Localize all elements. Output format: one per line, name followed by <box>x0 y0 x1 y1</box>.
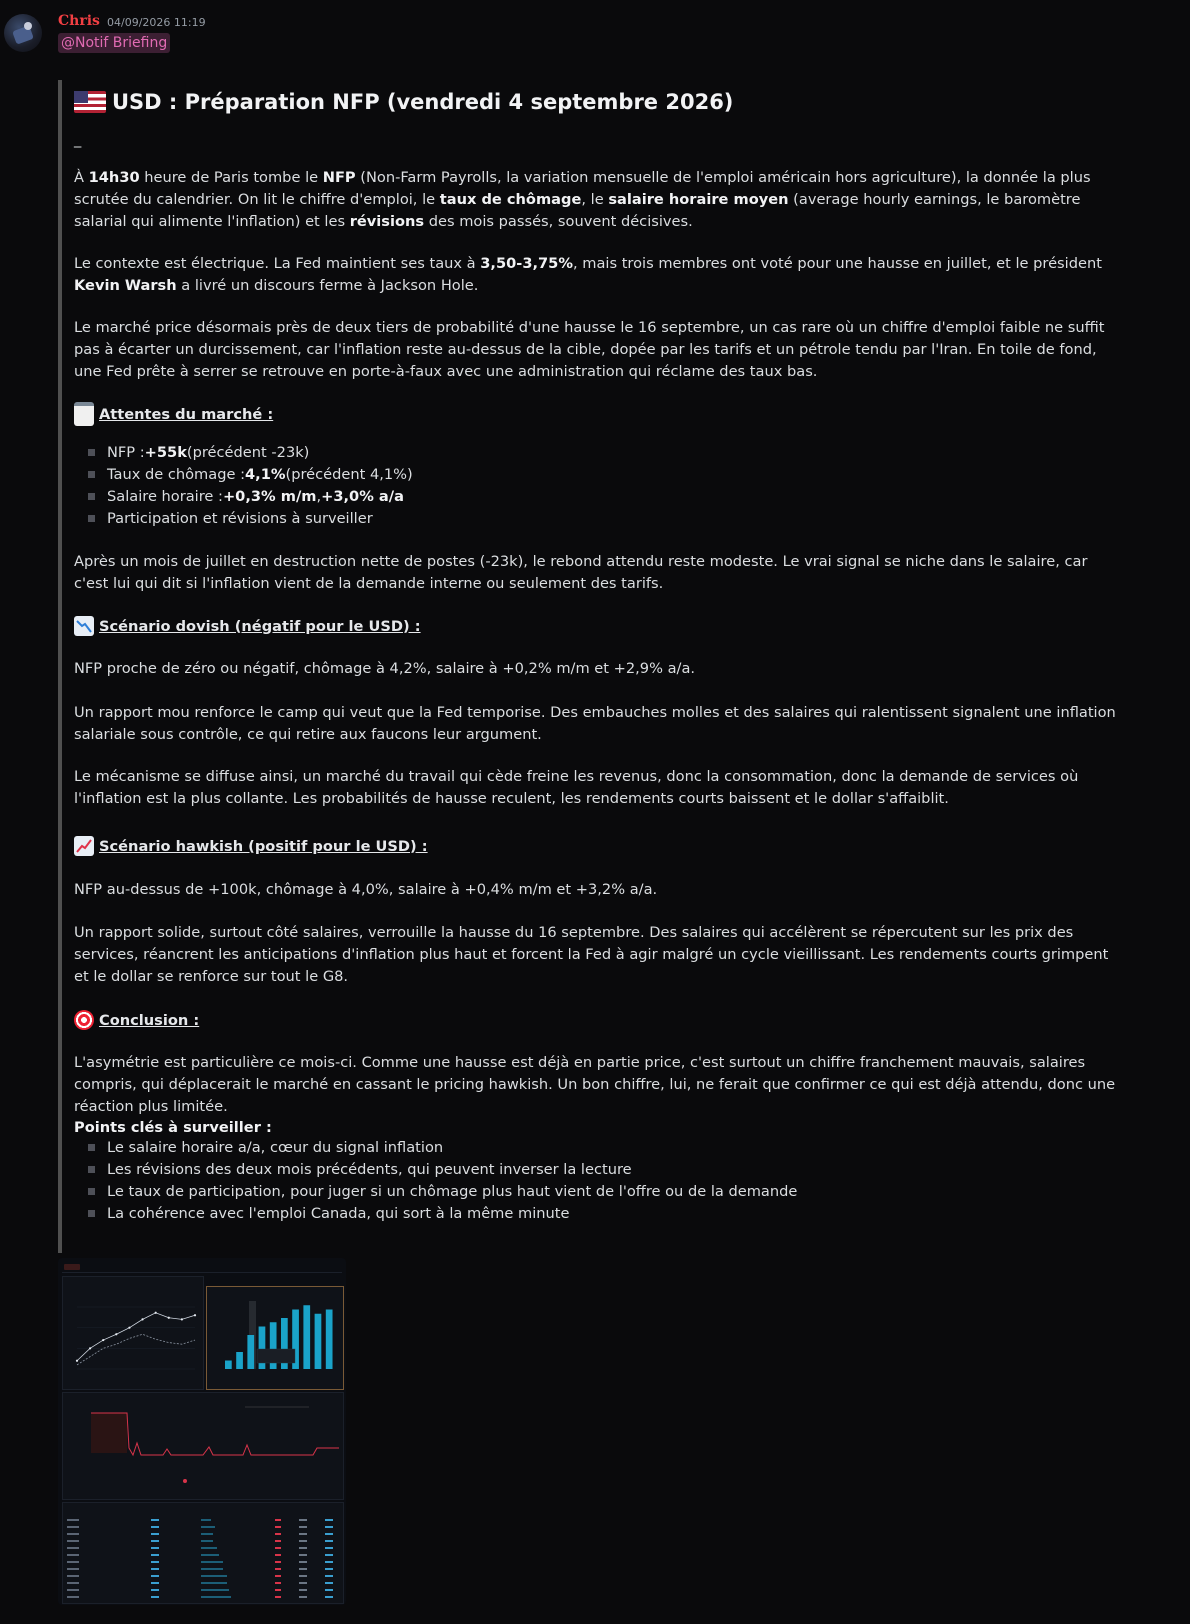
table-cell <box>299 1596 307 1598</box>
table-cell <box>67 1568 79 1570</box>
probability-table-rows <box>63 1503 343 1603</box>
table-cell <box>325 1554 333 1556</box>
after-paragraph: Après un mois de juillet en destruction nette de postes (-23k), le rebond attendu reste modeste. Le vrai signal se niche dans le salaire, car c'est lui qui dit si l'inflation vient de la demande interne ou seulement des tarifs. <box>74 553 1088 592</box>
table-cell <box>325 1533 333 1535</box>
intro-paragraph: À 14h30 heure de Paris tombe le NFP (Non-Farm Payrolls, la variation mensuelle de l'emploi américain hors agriculture), la donnée la plus scrutée du calendrier. On lit le chiffre d'emploi, le taux de chômage, le salaire horaire moyen (average hourly earnings, le baromètre salarial qui alimente l'inflation) et les révisions des mois passés, souvent décisives. <box>74 169 1091 230</box>
data-point <box>76 1360 78 1362</box>
dovish-paragraph-2: Un rapport mou renforce le camp qui veut que la Fed temporise. Des embauches molles et des salaires qui ralentissent signalent une inflation salariale sous contrôle, ce qui retire aux faucons leur argument. <box>74 704 1116 743</box>
hawkish-paragraph-2: Un rapport solide, surtout côté salaires, verrouille la hausse du 16 septembre. Des salaires qui accélèrent se répercutent sur les prix des services, réancrent les anticipations d'inflation plus haut et forcent la Fed à agir malgré un cycle vieillissant. Les rendements courts grimpent et le dollar se renforce sur tout le G8. <box>74 924 1109 985</box>
table-cell <box>67 1561 79 1563</box>
probability-bar <box>201 1527 215 1528</box>
probability-bar <box>201 1548 217 1549</box>
dovish-paragraph-3: Le mécanisme se diffuse ainsi, un marché du travail qui cède freine les revenus, donc la consommation, donc la demande de services où l'inflation est la plus collante. Les probabilités de hausse reculent, les rendements courts baissent et le dollar s'affaiblit. <box>74 768 1079 807</box>
expectations-heading: Attentes du marché : <box>74 402 273 426</box>
table-cell <box>275 1582 281 1584</box>
list-item: La cohérence avec l'emploi Canada, qui sort à la même minute <box>88 1205 570 1222</box>
direct-hit-icon <box>74 1010 94 1030</box>
list-item: Le taux de participation, pour juger si un chômage plus haut vient de l'offre ou de la demande <box>88 1183 797 1200</box>
avatar[interactable] <box>4 14 42 52</box>
list-item: Salaire horaire : +0,3% m/m , +3,0% a/a <box>88 488 404 505</box>
table-cell <box>299 1540 307 1542</box>
image-attachment[interactable] <box>58 1258 346 1605</box>
table-cell <box>151 1533 159 1535</box>
list-item: Participation et révisions à surveiller <box>88 510 373 527</box>
probability-bar <box>201 1569 223 1570</box>
table-cell <box>275 1519 281 1521</box>
author-name[interactable]: Chris <box>58 13 100 29</box>
table-cell <box>325 1596 333 1598</box>
chart-increasing-icon <box>74 836 94 856</box>
probability-bar <box>201 1555 219 1556</box>
bar <box>326 1310 333 1370</box>
keypoints-heading: Points clés à surveiller : <box>74 1119 272 1136</box>
table-cell <box>299 1589 307 1591</box>
table-cell <box>151 1575 159 1577</box>
data-point <box>115 1333 117 1335</box>
meeting-realtime-panel <box>62 1392 344 1500</box>
context-paragraph: Le contexte est électrique. La Fed maintient ses taux à 3,50-3,75%, mais trois membres ont voté pour une hausse en juillet, et le président Kevin Warsh a livré un discours ferme à Jackson Hole. <box>74 255 1102 294</box>
hawkish-heading: Scénario hawkish (positif pour le USD) : <box>74 836 428 856</box>
implied-points-panel <box>206 1286 344 1390</box>
table-cell <box>67 1589 79 1591</box>
table-cell <box>325 1540 333 1542</box>
series-line <box>77 1334 195 1365</box>
table-cell <box>325 1568 333 1570</box>
spiral-notepad-icon <box>74 402 94 426</box>
table-cell <box>151 1582 159 1584</box>
table-cell <box>151 1554 159 1556</box>
separator: _ <box>74 131 82 148</box>
tooltip <box>257 1349 295 1363</box>
table-cell <box>299 1568 307 1570</box>
bar <box>225 1361 232 1370</box>
list-item: Le salaire horaire a/a, cœur du signal inflation <box>88 1139 443 1156</box>
implied-rate-curve-chart <box>63 1277 203 1389</box>
table-cell <box>325 1526 333 1528</box>
rate-curve-panel <box>62 1276 204 1390</box>
embed-title-text: USD : Préparation NFP (vendredi 4 septembre 2026) <box>112 90 734 114</box>
conclusion-paragraph: L'asymétrie est particulière ce mois-ci. Comme une hausse est déjà en partie price, c'est surtout un chiffre franchement mauvais, salaires compris, qui déplacerait le marché en cassant le pricing hawkish. Un bon chiffre, lui, ne ferait que confirmer ce qui est déjà attendu, donc une réaction plus limitée. <box>74 1054 1116 1115</box>
table-cell <box>275 1568 281 1570</box>
table-cell <box>67 1596 79 1598</box>
table-cell <box>299 1547 307 1549</box>
table-cell <box>275 1554 281 1556</box>
table-cell <box>67 1582 79 1584</box>
bar <box>303 1305 310 1369</box>
dovish-heading: Scénario dovish (négatif pour le USD) : <box>74 616 421 636</box>
bar <box>236 1352 243 1369</box>
implied-points-chart <box>207 1287 343 1389</box>
bar <box>315 1314 322 1369</box>
probability-bar <box>201 1562 223 1563</box>
table-cell <box>275 1547 281 1549</box>
table-cell <box>299 1533 307 1535</box>
table-cell <box>151 1540 159 1542</box>
table-cell <box>275 1561 281 1563</box>
message-embed <box>58 80 1132 1253</box>
table-cell <box>151 1547 159 1549</box>
table-cell <box>151 1526 159 1528</box>
data-point <box>102 1339 104 1341</box>
table-cell <box>151 1589 159 1591</box>
market-paragraph: Le marché price désormais près de deux tiers de probabilité d'une hausse le 16 septembre, un cas rare où un chiffre d'emploi faible ne suffit pas à écarter un durcissement, car l'inflation reste au-dessus de la cible, dopée par les tarifs et un pétrole tendu par l'Iran. En toile de fond, une Fed prête à serrer se retrouve en porte-à-faux avec une administration qui réclame des taux bas. <box>74 319 1105 380</box>
chart-decreasing-icon <box>74 616 94 636</box>
table-cell <box>275 1575 281 1577</box>
list-item: NFP : +55k (précédent -23k) <box>88 444 309 461</box>
message-timestamp: 04/09/2026 11:19 <box>107 16 206 29</box>
table-cell <box>275 1596 281 1598</box>
role-mention[interactable]: @Notif Briefing <box>58 33 170 53</box>
table-cell <box>325 1561 333 1563</box>
table-cell <box>67 1575 79 1577</box>
data-point <box>194 1314 196 1316</box>
hawkish-paragraph-1: NFP au-dessus de +100k, chômage à 4,0%, salaire à +0,4% m/m et +3,2% a/a. <box>74 881 658 898</box>
table-cell <box>67 1533 79 1535</box>
data-point <box>181 1318 183 1320</box>
table-cell <box>67 1540 79 1542</box>
probability-bar <box>201 1576 227 1577</box>
table-cell <box>67 1519 79 1521</box>
table-cell <box>325 1519 333 1521</box>
probability-bar <box>201 1534 213 1535</box>
table-cell <box>299 1519 307 1521</box>
table-cell <box>151 1519 159 1521</box>
table-cell <box>325 1575 333 1577</box>
bar <box>247 1335 254 1369</box>
table-cell <box>325 1547 333 1549</box>
table-cell <box>275 1533 281 1535</box>
table-cell <box>299 1554 307 1556</box>
table-cell <box>299 1561 307 1563</box>
table-cell <box>67 1554 79 1556</box>
table-cell <box>67 1547 79 1549</box>
us-flag-icon <box>74 91 106 113</box>
table-cell <box>275 1589 281 1591</box>
table-cell <box>151 1561 159 1563</box>
probability-bar <box>201 1590 229 1591</box>
table-cell <box>275 1526 281 1528</box>
data-point <box>89 1347 91 1349</box>
list-item: Taux de chômage : 4,1% (précédent 4,1%) <box>88 466 413 483</box>
table-cell <box>299 1582 307 1584</box>
embed-title <box>74 90 733 114</box>
data-point <box>155 1312 157 1314</box>
dovish-paragraph-1: NFP proche de zéro ou négatif, chômage à 4,2%, salaire à +0,2% m/m et +2,9% a/a. <box>74 660 696 677</box>
probability-bar <box>201 1597 231 1598</box>
table-cell <box>151 1568 159 1570</box>
probability-bar <box>201 1541 213 1542</box>
probability-bar <box>201 1583 227 1584</box>
table-cell <box>299 1526 307 1528</box>
conclusion-heading: Conclusion : <box>74 1010 199 1030</box>
table-cell <box>299 1575 307 1577</box>
currency-tabs <box>62 1262 342 1273</box>
table-cell <box>151 1596 159 1598</box>
table-cell <box>275 1540 281 1542</box>
data-point <box>168 1317 170 1319</box>
table-cell <box>67 1526 79 1528</box>
data-point <box>128 1327 130 1329</box>
probability-bar <box>201 1520 211 1521</box>
list-item: Les révisions des deux mois précédents, qui peuvent inverser la lecture <box>88 1161 632 1178</box>
realtime-line-chart <box>63 1393 343 1499</box>
probability-table <box>62 1502 344 1604</box>
data-point <box>141 1318 143 1320</box>
table-cell <box>325 1582 333 1584</box>
table-cell <box>325 1589 333 1591</box>
